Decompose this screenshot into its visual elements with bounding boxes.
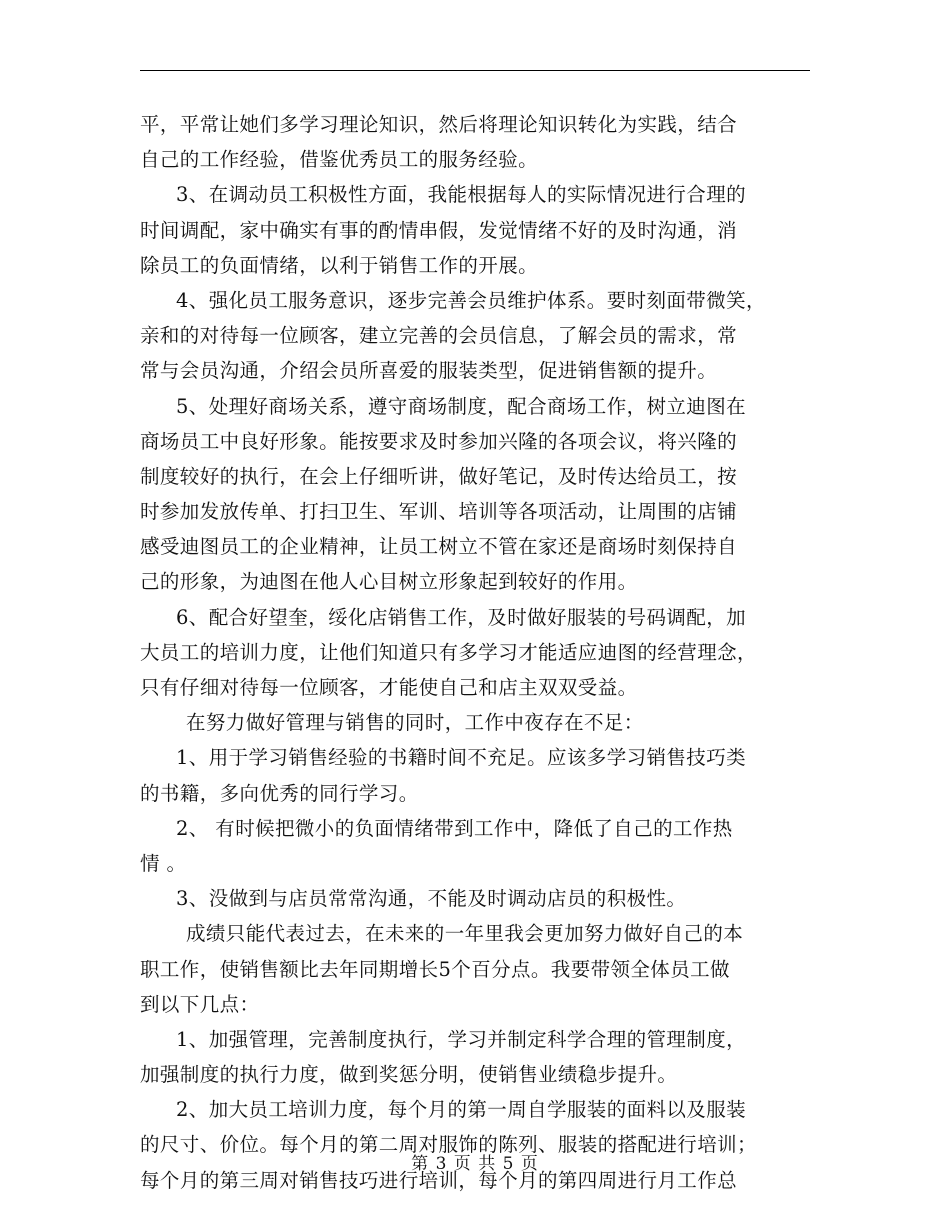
body-text <box>140 107 820 1198</box>
text-line: 亲和的对待每一位顾客，建立完善的会员信息，了解会员的需求，常 <box>140 324 738 348</box>
text-line: 平，平常让她们多学习理论知识，然后将理论知识转化为实践，结合 <box>140 113 738 136</box>
text-line: 只有仔细对待每一位顾客，才能使自己和店主双双受益。 <box>140 676 638 699</box>
paragraph-start: 5、处理好商场关系，遵守商场制度，配合商场工作，树立迪图在 <box>176 394 747 418</box>
paragraph-start: 2、 有时候把微小的负面情绪带到工作中，降低了自己的工作热 <box>176 816 733 840</box>
paragraph-start: 6、配合好望奎，绥化店销售工作，及时做好服装的号码调配，加 <box>176 605 747 629</box>
paragraph-start: 2、加大员工培训力度，每个月的第一周自学服装的面料以及服装 <box>176 1098 747 1122</box>
paragraph-start: 成绩只能代表过去，在未来的一年里我会更加努力做好自己的本 <box>186 922 744 946</box>
text-line: 加强制度的执行力度，做到奖惩分明，使销售业绩稳步提升。 <box>140 1063 678 1087</box>
paragraph-start: 1、加强管理，完善制度执行，学习并制定科学合理的管理制度， <box>176 1027 747 1051</box>
text-line: 己的形象，为迪图在他人心目树立形象起到较好的作用。 <box>140 570 638 594</box>
paragraph-start: 3、在调动员工积极性方面，我能根据每人的实际情况进行合理的 <box>176 183 747 207</box>
text-line: 大员工的培训力度，让他们知道只有多学习才能适应迪图的经营理念， <box>140 640 757 664</box>
page-number-footer: 第 3 页 共 5 页 <box>411 1154 539 1174</box>
text-line: 每个月的第三周对销售技巧进行培训，每个月的第四周进行月工作总 <box>140 1168 738 1192</box>
text-line: 的尺寸、价位。每个月的第二周对服饰的陈列、服装的搭配进行培训； <box>140 1133 757 1157</box>
text-line: 到以下几点： <box>140 992 260 1016</box>
header-rule <box>140 70 810 71</box>
text-line: 时间调配，家中确实有事的酌情串假，发觉情绪不好的及时沟通，消 <box>140 218 738 242</box>
text-line: 情 。 <box>140 851 187 875</box>
text-line: 商场员工中良好形象。能按要求及时参加兴隆的各项会议，将兴隆的 <box>140 429 738 453</box>
text-line: 职工作，使销售额比去年同期增长5个百分点。我要带领全体员工做 <box>140 957 730 981</box>
text-line: 自己的工作经验，借鉴优秀员工的服务经验。 <box>140 148 539 172</box>
text-line: 时参加发放传单、打扫卫生、军训、培训等各项活动，让周围的店铺 <box>140 500 738 524</box>
paragraph-start: 在努力做好管理与销售的同时，工作中夜存在不足： <box>186 711 644 735</box>
text-line: 常与会员沟通，介绍会员所喜爱的服装类型，促进销售额的提升。 <box>140 359 718 383</box>
paragraph-start: 1、用于学习销售经验的书籍时间不充足。应该多学习销售技巧类 <box>176 746 747 770</box>
text-line: 的书籍，多向优秀的同行学习。 <box>140 781 419 805</box>
text-line: 制度较好的执行，在会上仔细听讲，做好笔记，及时传达给员工，按 <box>140 464 738 488</box>
text-line: 除员工的负面情绪，以利于销售工作的开展。 <box>140 253 539 277</box>
paragraph-start: 3、没做到与店员常常沟通，不能及时调动店员的积极性。 <box>176 887 687 911</box>
text-line: 感受迪图员工的企业精神，让员工树立不管在家还是商场时刻保持自 <box>140 535 738 559</box>
paragraph-start: 4、强化员工服务意识，逐步完善会员维护体系。要时刻面带微笑， <box>176 288 766 312</box>
